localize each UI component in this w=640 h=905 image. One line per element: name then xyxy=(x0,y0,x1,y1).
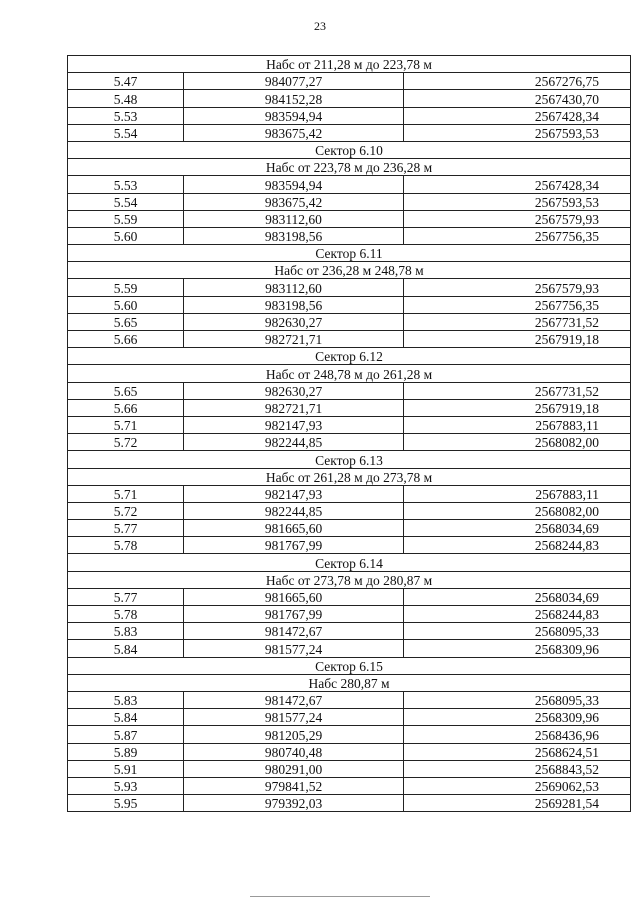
table-row xyxy=(68,399,631,416)
point-number-cell: 5.77 xyxy=(68,588,184,605)
table-row xyxy=(68,227,631,244)
y-coordinate-cell: 2567883,11 xyxy=(404,485,631,502)
section-title-row xyxy=(68,657,631,674)
section-title-row xyxy=(68,451,631,468)
table-row xyxy=(68,640,631,657)
x-coordinate-cell: 983198,56 xyxy=(184,296,404,313)
x-coordinate-cell: 979841,52 xyxy=(184,777,404,794)
y-coordinate-cell: 2568034,69 xyxy=(404,588,631,605)
section-title-row xyxy=(68,348,631,365)
y-coordinate-cell: 2568309,96 xyxy=(404,709,631,726)
y-coordinate-cell: 2567731,52 xyxy=(404,382,631,399)
point-number-cell: 5.71 xyxy=(68,416,184,433)
table-row xyxy=(68,73,631,90)
section-subtitle-row xyxy=(68,365,631,382)
y-coordinate-cell: 2567593,53 xyxy=(404,124,631,141)
y-coordinate-cell: 2567579,93 xyxy=(404,210,631,227)
table-row xyxy=(68,90,631,107)
x-coordinate-cell: 980740,48 xyxy=(184,743,404,760)
y-coordinate-cell: 2567756,35 xyxy=(404,296,631,313)
point-number-cell: 5.47 xyxy=(68,73,184,90)
y-coordinate-cell: 2568095,33 xyxy=(404,623,631,640)
table-row xyxy=(68,691,631,708)
section-subtitle: Набс от 236,28 м 248,78 м xyxy=(68,262,631,279)
footer-line xyxy=(250,896,430,897)
point-number-cell: 5.59 xyxy=(68,279,184,296)
y-coordinate-cell: 2569281,54 xyxy=(404,795,631,812)
x-coordinate-cell: 982147,93 xyxy=(184,485,404,502)
point-number-cell: 5.91 xyxy=(68,760,184,777)
x-coordinate-cell: 981472,67 xyxy=(184,691,404,708)
section-title-row xyxy=(68,141,631,158)
point-number-cell: 5.89 xyxy=(68,743,184,760)
y-coordinate-cell: 2567428,34 xyxy=(404,107,631,124)
table-row xyxy=(68,331,631,348)
section-title-row xyxy=(68,245,631,262)
table-row xyxy=(68,382,631,399)
table-row xyxy=(68,485,631,502)
point-number-cell: 5.60 xyxy=(68,227,184,244)
y-coordinate-cell: 2568309,96 xyxy=(404,640,631,657)
point-number-cell: 5.87 xyxy=(68,726,184,743)
table-row xyxy=(68,726,631,743)
x-coordinate-cell: 981665,60 xyxy=(184,520,404,537)
section-subtitle: Набс от 273,78 м до 280,87 м xyxy=(68,571,631,588)
section-subtitle-row xyxy=(68,674,631,691)
table-row xyxy=(68,107,631,124)
x-coordinate-cell: 981577,24 xyxy=(184,640,404,657)
table-row xyxy=(68,193,631,210)
x-coordinate-cell: 981767,99 xyxy=(184,537,404,554)
y-coordinate-cell: 2569062,53 xyxy=(404,777,631,794)
y-coordinate-cell: 2567428,34 xyxy=(404,176,631,193)
y-coordinate-cell: 2567756,35 xyxy=(404,227,631,244)
y-coordinate-cell: 2568244,83 xyxy=(404,537,631,554)
y-coordinate-cell: 2567883,11 xyxy=(404,416,631,433)
section-title: Сектор 6.11 xyxy=(68,245,631,262)
section-subtitle-row xyxy=(68,262,631,279)
x-coordinate-cell: 981767,99 xyxy=(184,606,404,623)
y-coordinate-cell: 2568436,96 xyxy=(404,726,631,743)
section-subtitle-row xyxy=(68,468,631,485)
x-coordinate-cell: 981472,67 xyxy=(184,623,404,640)
section-subtitle: Набс 280,87 м xyxy=(68,674,631,691)
y-coordinate-cell: 2567430,70 xyxy=(404,90,631,107)
y-coordinate-cell: 2567579,93 xyxy=(404,279,631,296)
table-row xyxy=(68,520,631,537)
x-coordinate-cell: 983675,42 xyxy=(184,193,404,210)
point-number-cell: 5.78 xyxy=(68,606,184,623)
y-coordinate-cell: 2568082,00 xyxy=(404,502,631,519)
point-number-cell: 5.66 xyxy=(68,331,184,348)
table-row xyxy=(68,623,631,640)
x-coordinate-cell: 981665,60 xyxy=(184,588,404,605)
table-row xyxy=(68,210,631,227)
point-number-cell: 5.84 xyxy=(68,709,184,726)
table-row xyxy=(68,434,631,451)
y-coordinate-cell: 2568034,69 xyxy=(404,520,631,537)
y-coordinate-cell: 2568244,83 xyxy=(404,606,631,623)
x-coordinate-cell: 983112,60 xyxy=(184,210,404,227)
section-subtitle: Набс от 223,78 м до 236,28 м xyxy=(68,159,631,176)
section-subtitle-row xyxy=(68,571,631,588)
section-title-row xyxy=(68,554,631,571)
point-number-cell: 5.53 xyxy=(68,176,184,193)
point-number-cell: 5.93 xyxy=(68,777,184,794)
y-coordinate-cell: 2568624,51 xyxy=(404,743,631,760)
x-coordinate-cell: 982244,85 xyxy=(184,502,404,519)
point-number-cell: 5.72 xyxy=(68,434,184,451)
point-number-cell: 5.83 xyxy=(68,691,184,708)
point-number-cell: 5.95 xyxy=(68,795,184,812)
x-coordinate-cell: 982721,71 xyxy=(184,331,404,348)
x-coordinate-cell: 982630,27 xyxy=(184,382,404,399)
section-title: Сектор 6.10 xyxy=(68,141,631,158)
table-row xyxy=(68,777,631,794)
point-number-cell: 5.65 xyxy=(68,313,184,330)
coordinates-table xyxy=(67,55,631,812)
table-row xyxy=(68,795,631,812)
x-coordinate-cell: 982630,27 xyxy=(184,313,404,330)
table-row xyxy=(68,416,631,433)
point-number-cell: 5.72 xyxy=(68,502,184,519)
y-coordinate-cell: 2568843,52 xyxy=(404,760,631,777)
section-title: Сектор 6.13 xyxy=(68,451,631,468)
section-title: Сектор 6.14 xyxy=(68,554,631,571)
section-subtitle-row xyxy=(68,56,631,73)
table-row xyxy=(68,176,631,193)
point-number-cell: 5.78 xyxy=(68,537,184,554)
y-coordinate-cell: 2567593,53 xyxy=(404,193,631,210)
x-coordinate-cell: 982721,71 xyxy=(184,399,404,416)
table-row xyxy=(68,709,631,726)
x-coordinate-cell: 983594,94 xyxy=(184,176,404,193)
section-subtitle-row xyxy=(68,159,631,176)
table-row xyxy=(68,279,631,296)
x-coordinate-cell: 983112,60 xyxy=(184,279,404,296)
section-subtitle: Набс от 261,28 м до 273,78 м xyxy=(68,468,631,485)
coordinates-table-body xyxy=(68,56,631,812)
x-coordinate-cell: 980291,00 xyxy=(184,760,404,777)
page-number: 23 xyxy=(314,19,326,33)
table-row xyxy=(68,606,631,623)
y-coordinate-cell: 2568082,00 xyxy=(404,434,631,451)
table-row xyxy=(68,313,631,330)
point-number-cell: 5.48 xyxy=(68,90,184,107)
point-number-cell: 5.83 xyxy=(68,623,184,640)
y-coordinate-cell: 2567731,52 xyxy=(404,313,631,330)
y-coordinate-cell: 2567919,18 xyxy=(404,399,631,416)
table-row xyxy=(68,743,631,760)
point-number-cell: 5.71 xyxy=(68,485,184,502)
x-coordinate-cell: 982244,85 xyxy=(184,434,404,451)
table-row xyxy=(68,588,631,605)
section-subtitle: Набс от 211,28 м до 223,78 м xyxy=(68,56,631,73)
point-number-cell: 5.59 xyxy=(68,210,184,227)
y-coordinate-cell: 2567276,75 xyxy=(404,73,631,90)
point-number-cell: 5.66 xyxy=(68,399,184,416)
point-number-cell: 5.84 xyxy=(68,640,184,657)
table-row xyxy=(68,502,631,519)
table-row xyxy=(68,537,631,554)
x-coordinate-cell: 983198,56 xyxy=(184,227,404,244)
table-row xyxy=(68,296,631,313)
x-coordinate-cell: 984077,27 xyxy=(184,73,404,90)
y-coordinate-cell: 2567919,18 xyxy=(404,331,631,348)
point-number-cell: 5.60 xyxy=(68,296,184,313)
x-coordinate-cell: 983675,42 xyxy=(184,124,404,141)
point-number-cell: 5.65 xyxy=(68,382,184,399)
x-coordinate-cell: 983594,94 xyxy=(184,107,404,124)
section-title: Сектор 6.15 xyxy=(68,657,631,674)
point-number-cell: 5.77 xyxy=(68,520,184,537)
x-coordinate-cell: 979392,03 xyxy=(184,795,404,812)
section-subtitle: Набс от 248,78 м до 261,28 м xyxy=(68,365,631,382)
point-number-cell: 5.54 xyxy=(68,193,184,210)
table-row xyxy=(68,760,631,777)
x-coordinate-cell: 981577,24 xyxy=(184,709,404,726)
x-coordinate-cell: 981205,29 xyxy=(184,726,404,743)
point-number-cell: 5.53 xyxy=(68,107,184,124)
point-number-cell: 5.54 xyxy=(68,124,184,141)
x-coordinate-cell: 982147,93 xyxy=(184,416,404,433)
section-title: Сектор 6.12 xyxy=(68,348,631,365)
x-coordinate-cell: 984152,28 xyxy=(184,90,404,107)
table-row xyxy=(68,124,631,141)
y-coordinate-cell: 2568095,33 xyxy=(404,691,631,708)
